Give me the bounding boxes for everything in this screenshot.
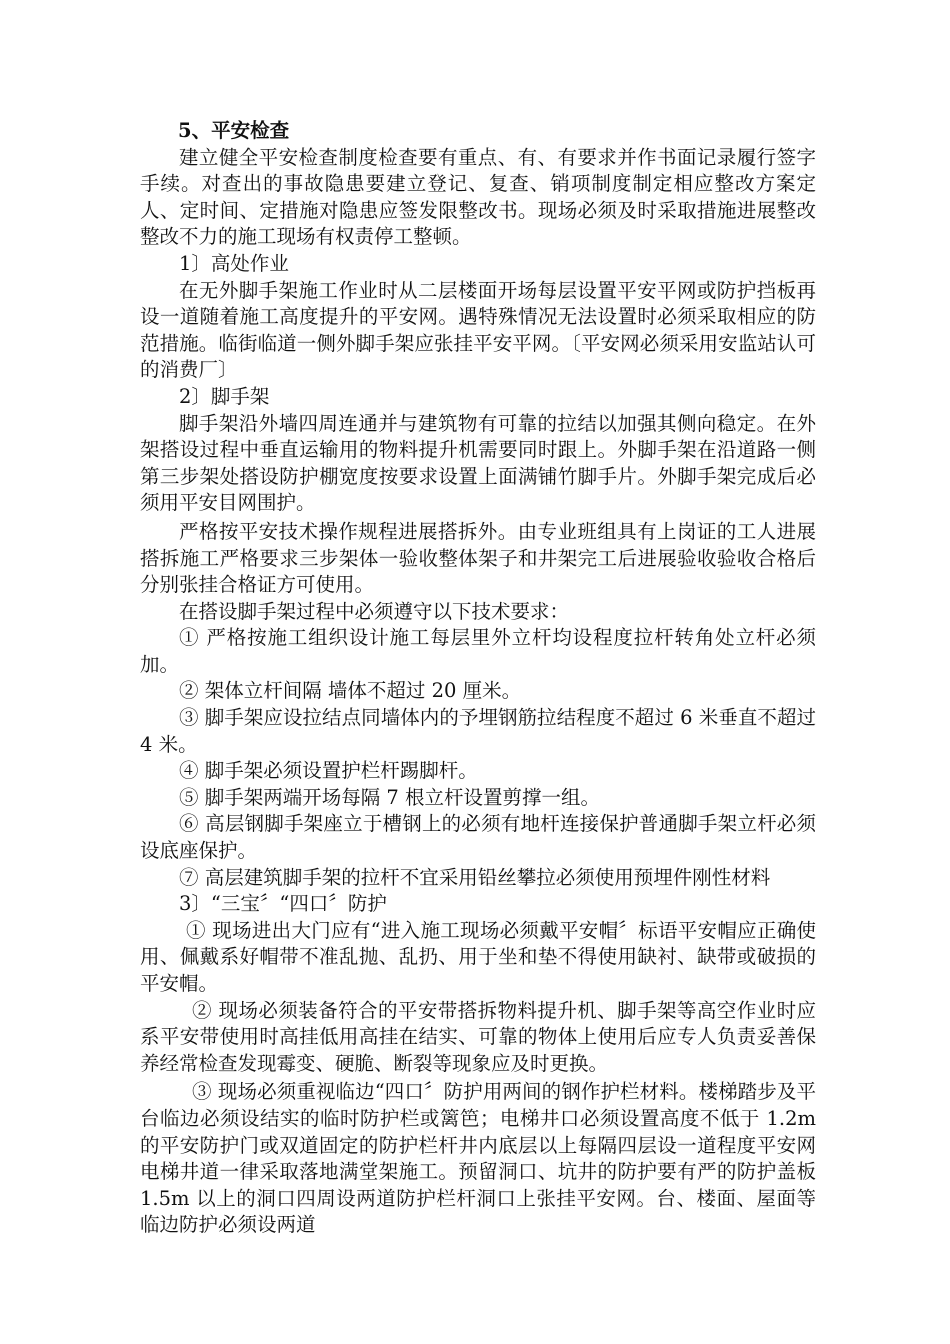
paragraph-edge-protection: ③ 现场必须重视临边“四口〞防护用两间的钢作护栏材料。楼梯踏步及平台临边必须设结实的临时防护栏或篱笆；电梯井口必须设置高度不低于 1.2m 的平安防护门或双道固定的防护栏杆井内底层以上每隔四层设一道程度平安网电梯井道一律采取落地满堂架施工。预留洞口、坑井的防护要有严的防护盖板 1.5m 以上的洞口四周设两道防护栏杆洞口上张挂平安网。台、楼面、屋面等临边防护必须设两道	[140, 1080, 816, 1237]
paragraph-requirements-intro: 在搭设脚手架过程中必须遵守以下技术要求：	[179, 599, 570, 623]
list-item-2: ② 架体立杆间隔 墙体不超过 20 厘米。	[179, 679, 522, 703]
list-item-5: ⑤ 脚手架两端开场每隔 7 根立杆设置剪撑一组。	[179, 785, 601, 809]
section-title: 5、平安检查	[178, 119, 290, 142]
list-item-3: ③ 脚手架应设拉结点同墙体内的予埋钢筋拉结程度不超过 6 米垂直不超过 4 米。	[140, 706, 816, 756]
list-item-1: ① 严格按施工组织设计施工每层里外立杆均设程度拉杆转角处立杆必须加。	[140, 626, 816, 676]
paragraph-scaffold-1: 脚手架沿外墙四周连通并与建筑物有可靠的拉结以加强其侧向稳定。在外架搭设过程中垂直运输用的物料提升机需要同时跟上。外脚手架在沿道路一侧第三步架处搭设防护棚宽度按要求设置上面满铺竹脚手片。外脚手架完成后必须用平安目网围护。	[140, 411, 816, 515]
subheading-high-work: 1〕高处作业	[179, 251, 289, 275]
paragraph-high-work: 在无外脚手架施工作业时从二层楼面开场每层设置平安平网或防护挡板再设一道随着施工高度提升的平安网。遇特殊情况无法设置时必须采取相应的防范措施。临街临道一侧外脚手架应张挂平安平网。〔平安网必须采用安监站认可的消费厂〕	[140, 278, 816, 382]
paragraph-helmet: ① 现场进出大门应有“进入施工现场必须戴平安帽〞标语平安帽应正确使用、佩戴系好帽带不准乱抛、乱扔、用于坐和垫不得使用缺衬、缺带或破损的平安帽。	[140, 918, 816, 995]
paragraph-safety-belt: ② 现场必须装备符合的平安带搭拆物料提升机、脚手架等高空作业时应系平安带使用时高挂低用高挂在结实、可靠的物体上使用后应专人负责妥善保养经常检查发现霉变、硬脆、断裂等现象应及时更换。	[140, 998, 816, 1075]
paragraph-scaffold-2: 严格按平安技术操作规程进展搭拆外。由专业班组具有上岗证的工人进展搭拆施工严格要求三步架体一验收整体架子和井架完工后进展验收验收合格后分别张挂合格证方可使用。	[140, 519, 816, 597]
list-item-6: ⑥ 高层钢脚手架座立于槽钢上的必须有地杆连接保护普通脚手架立杆必须设底座保护。	[140, 812, 816, 863]
list-item-4: ④ 脚手架必须设置护栏杆踢脚杆。	[179, 759, 478, 783]
subheading-three-treasures: 3〕“三宝〞“四口〞防护	[179, 892, 387, 916]
paragraph-intro: 建立健全平安检查制度检查要有重点、有、有要求并作书面记录履行签字手续。对查出的事故隐患要建立登记、复查、销项制度制定相应整改方案定人、定时间、定措施对隐患应签发限整改书。现场必须及时采取措施进展整改整改不力的施工现场有权责停工整顿。	[140, 145, 816, 249]
list-item-7: ⑦ 高层建筑脚手架的拉杆不宜采用铅丝攀拉必须使用预埋件刚性材料	[179, 865, 771, 889]
subheading-scaffold: 2〕脚手架	[179, 384, 270, 408]
document-page	[140, 118, 816, 1239]
